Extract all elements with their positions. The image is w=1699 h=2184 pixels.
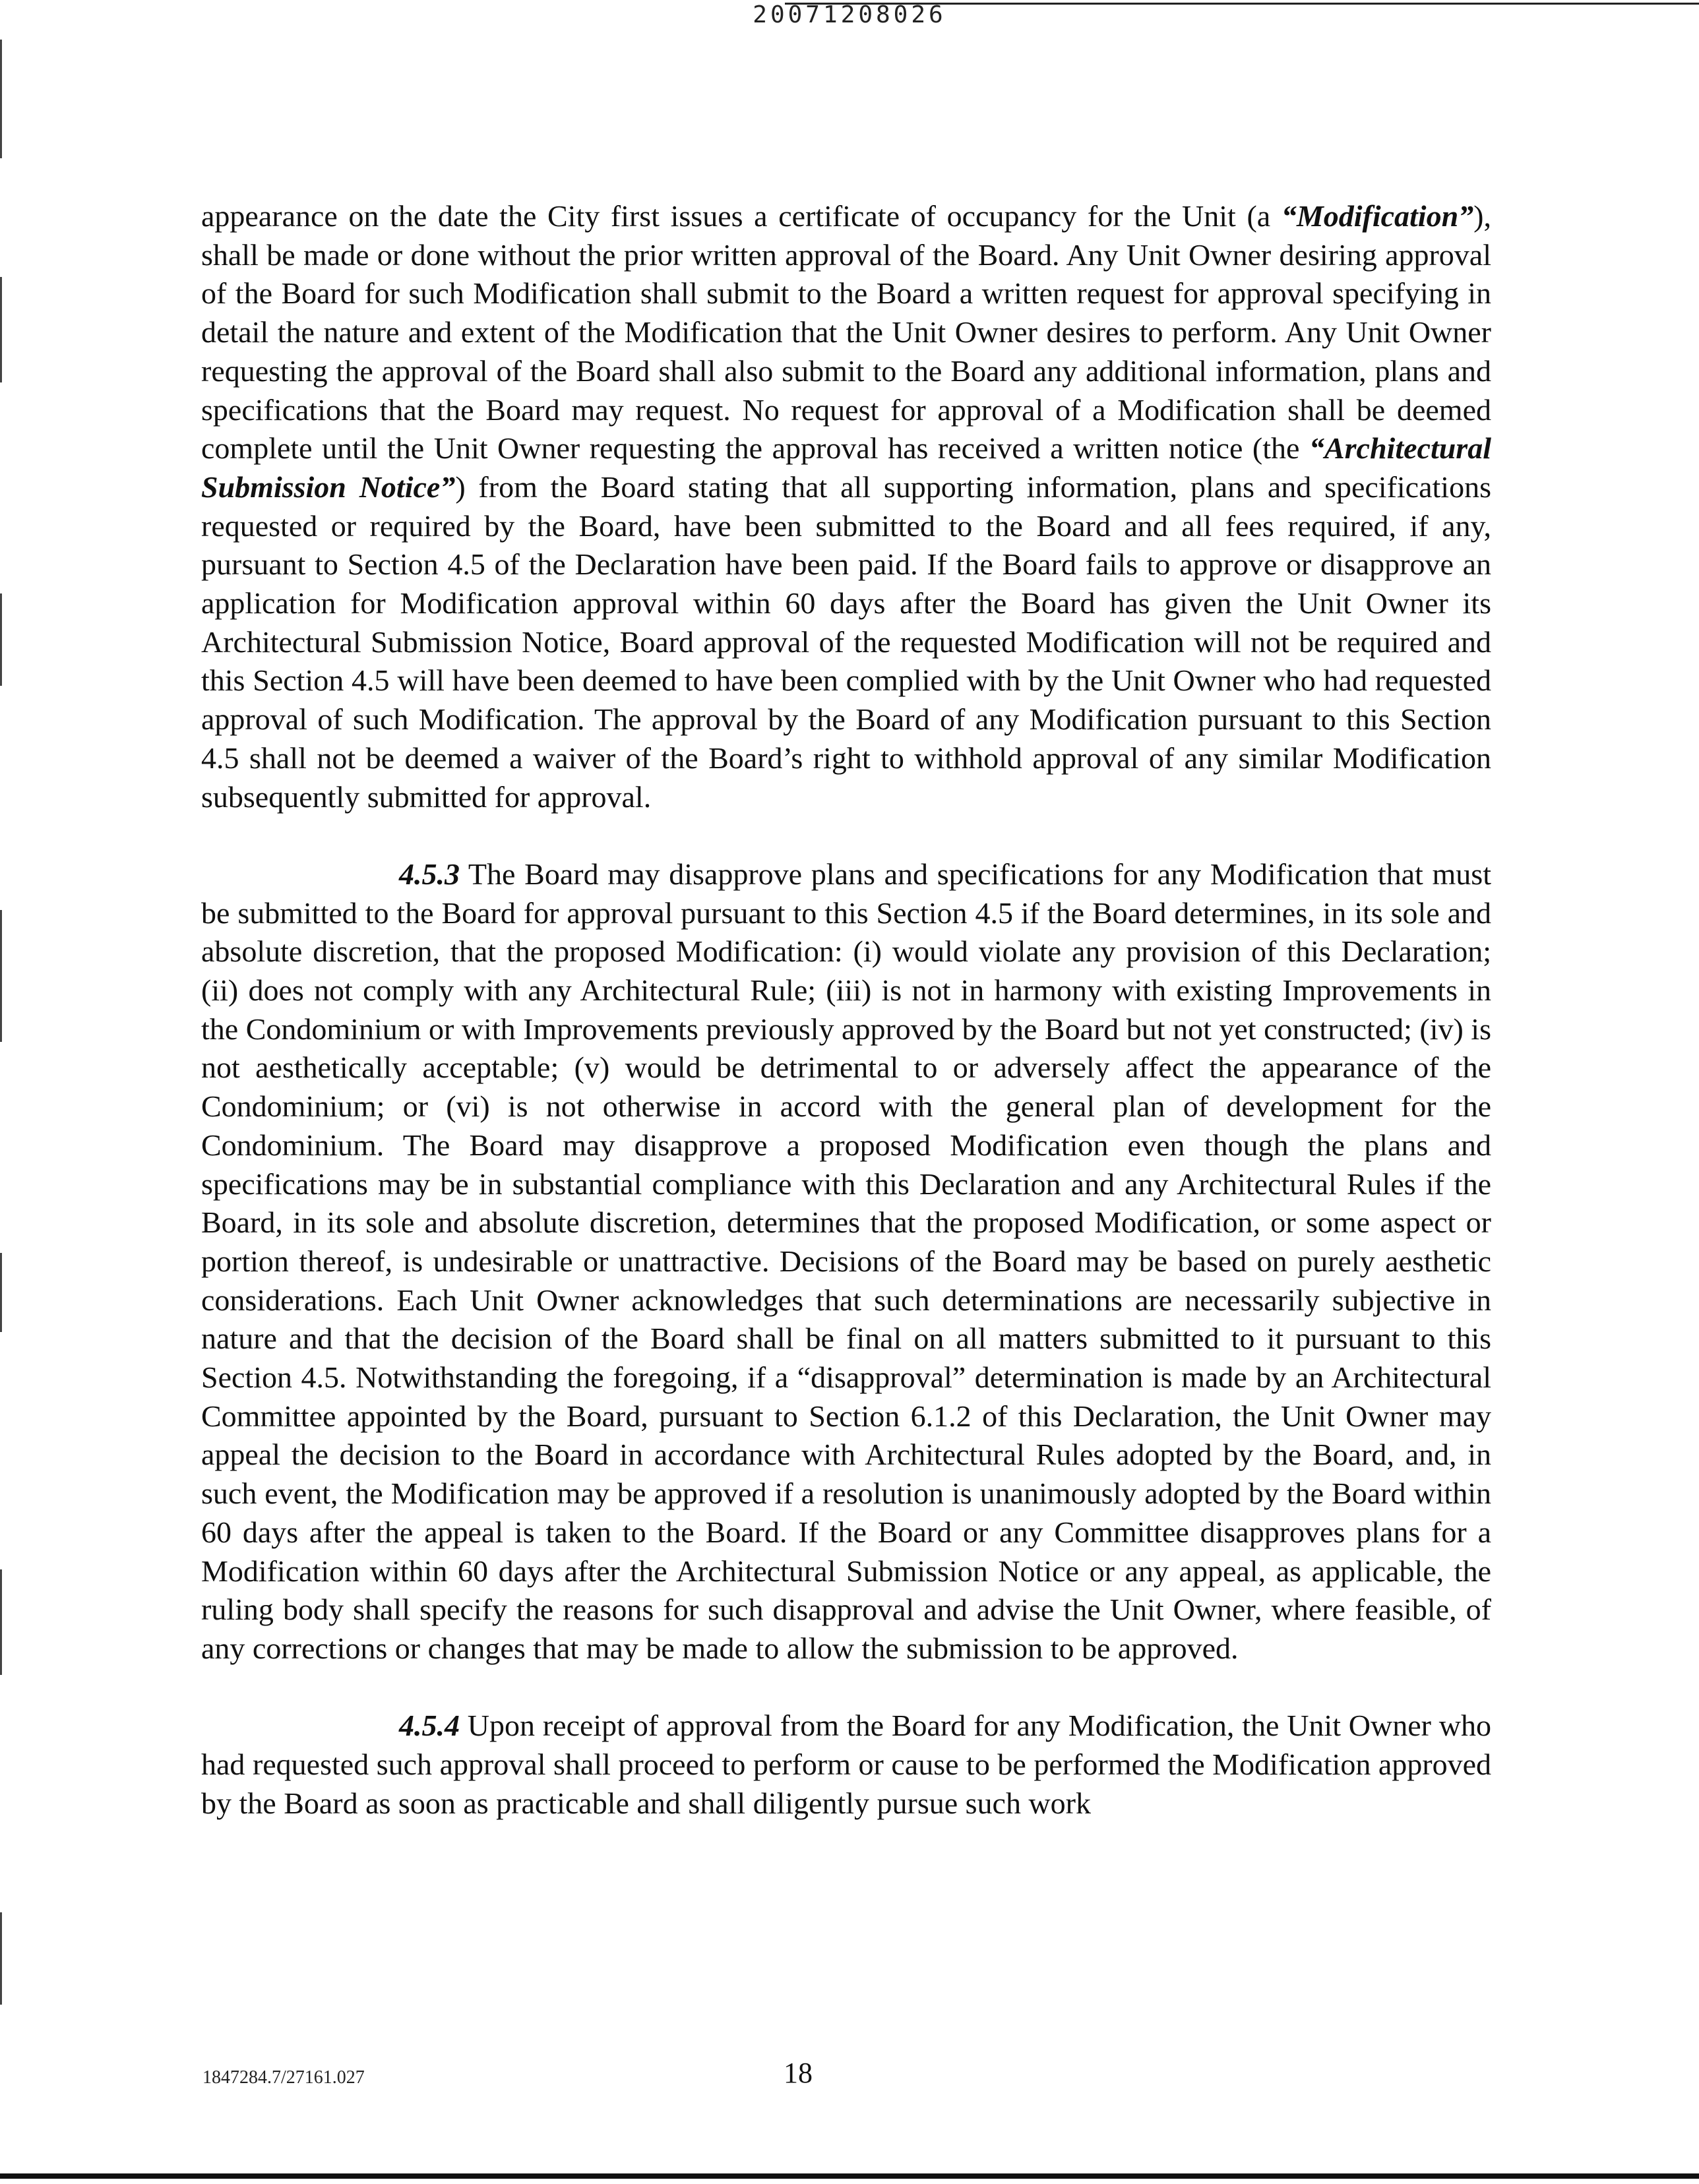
document-body [201, 197, 1491, 1823]
page-number: 18 [784, 2057, 813, 2089]
paragraph-text: ), shall be made or done without the prior written approval of the Board. Any Unit Owner desiring approval of the Board for such Modification shall submit to the Board a written request for approval specifying in detail the nature and extent of the Modification that the Unit Owner desires to perform. Any Unit Owner requesting the approval of the Board shall also submit to the Board any additional information, plans and specifications that the Board may request. No request for approval of a Modification shall be deemed complete until the Unit Owner requesting the approval has received a written notice (the [201, 199, 1491, 466]
section-number: 4.5.3 [399, 857, 460, 891]
paragraph-text: ) from the Board stating that all supporting information, plans and specifications requested or required by the Board, have been submitted to the Board and all fees required, if any, pursuant to Section 4.5 of the Declaration have been paid. If the Board fails to approve or disapprove an application for Modification approval within 60 days after the Board has given the Unit Owner its Architectural Submission Notice, Board approval of the requested Modification will not be required and this Section 4.5 will have been deemed to have been complied with by the Unit Owner who had requested approval of such Modification. The approval by the Board of any Modification pursuant to this Section 4.5 shall not be deemed a waiver of the Board’s right to withhold approval of any similar Modification subsequently submitted for approval. [201, 470, 1491, 814]
section-number: 4.5.4 [399, 1709, 460, 1743]
paragraph-section-4-5-3 [201, 855, 1491, 1668]
defined-term-modification: “Modification” [1281, 199, 1474, 233]
scan-bottom-edge [0, 2173, 1699, 2179]
paragraph-section-4-5-4 [201, 1707, 1491, 1823]
paragraph-text: The Board may disapprove plans and specifications for any Modification that must be submitted to the Board for approval pursuant to this Section 4.5 if the Board determines, in its sole and absolute discretion, that the proposed Modification: (i) would violate any provision of this Declaration; (ii) does not comply with any Architectural Rule; (iii) is not in harmony with existing Improvements in the Condominium or with Improvements previously approved by the Board but not yet constructed; (iv) is not aesthetically acceptable; (v) would be detrimental to or adversely affect the appearance of the Condominium; or (vi) is not otherwise in accord with the general plan of development for the Condominium. The Board may disapprove a proposed Modification even though the plans and specifications may be in substantial compliance with this Declaration and any Architectural Rules if the Board, in its sole and absolute discretion, determines that the proposed Modification, or some aspect or portion thereof, is undesirable or unattractive. Decisions of the Board may be based on purely aesthetic considerations. Each Unit Owner acknowledges that such determinations are necessarily subjective in nature and that the decision of the Board shall be final on all matters submitted to it pursuant to this Section 4.5. Notwithstanding the foregoing, if a “disapproval” determination is made by an Architectural Committee appointed by the Board, pursuant to Section 6.1.2 of this Declaration, the Unit Owner may appeal the decision to the Board in accordance with Architectural Rules adopted by the Board, and, in such event, the Modification may be approved if a resolution is unanimously adopted by the Board within 60 days after the appeal is taken to the Board. If the Board or any Committee disapproves plans for a Modification within 60 days after the Architectural Submission Notice or any appeal, as applicable, the ruling body shall specify the reasons for such disapproval and advise the Unit Owner, where feasible, of any corrections or changes that may be made to allow the submission to be approved. [201, 857, 1491, 1665]
scan-left-edge [0, 0, 3, 2184]
defined-term-architectural-submission-notice: “Architectural Submission Notice” [201, 431, 1491, 504]
paragraph-text: Upon receipt of approval from the Board for any Modification, the Unit Owner who had requested such approval shall proceed to perform or cause to be performed the Modification approved by the Board as soon as practicable and shall diligently pursue such work [201, 1709, 1491, 1820]
recording-number: 20071208026 [753, 1, 946, 28]
paragraph-continuation [201, 197, 1491, 816]
footer-document-id: 1847284.7/27161.027 [202, 2067, 365, 2088]
paragraph-text: appearance on the date the City first issues a certificate of occupancy for the Unit (a [201, 199, 1282, 233]
